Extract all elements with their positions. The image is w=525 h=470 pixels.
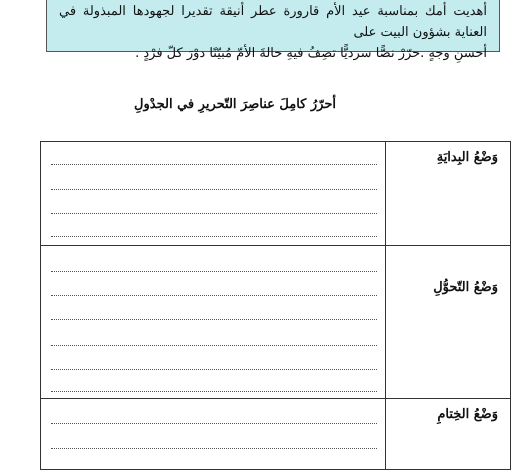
dotted-line	[51, 236, 377, 237]
row-label-beginning: وَضْعُ البِدايَةِ	[436, 150, 498, 165]
row-label-cell	[386, 246, 511, 399]
dotted-line	[51, 345, 377, 346]
row-label-ending: وَضْعُ الخِتامِ	[437, 407, 498, 422]
writing-area-transformation[interactable]	[41, 246, 386, 399]
writing-area-beginning[interactable]	[41, 142, 386, 246]
dotted-line	[51, 391, 377, 392]
dotted-line	[51, 319, 377, 320]
row-label-cell	[386, 399, 511, 470]
row-label-transformation: وَضْعُ التّحوُّلِ	[433, 280, 498, 295]
table-row-transformation	[41, 246, 511, 399]
writing-table	[40, 141, 511, 470]
dotted-line	[51, 448, 377, 449]
table-instruction: أحرّرُ كامِلَ عناصِرَ التّحريرِ في الجدْولِ	[134, 97, 336, 112]
table-row-beginning	[41, 142, 511, 246]
prompt-box	[46, 0, 500, 61]
dotted-line	[51, 189, 377, 190]
row-label-cell	[386, 142, 511, 246]
dotted-line	[51, 271, 377, 272]
table-row-ending	[41, 399, 511, 470]
dotted-line	[51, 369, 377, 370]
prompt-line-2: أحسنِ وجهٍ .حرّرْ نصًّا سرديًّا تصِفُ فيهِ حالةَ الأمّ مُبيّنًا دوْرَ كلّ فرْدٍ .	[135, 46, 487, 61]
writing-area-ending[interactable]	[41, 399, 386, 470]
dotted-line	[51, 213, 377, 214]
dotted-line	[51, 295, 377, 296]
dotted-line	[51, 164, 377, 165]
prompt-line-1: أهديت أمك بمناسبة عيد الأم قارورة عطر أنيقة تقديرا لجهودها المبذولة في العناية بشؤون البيت على	[59, 4, 487, 40]
dotted-line	[51, 423, 377, 424]
